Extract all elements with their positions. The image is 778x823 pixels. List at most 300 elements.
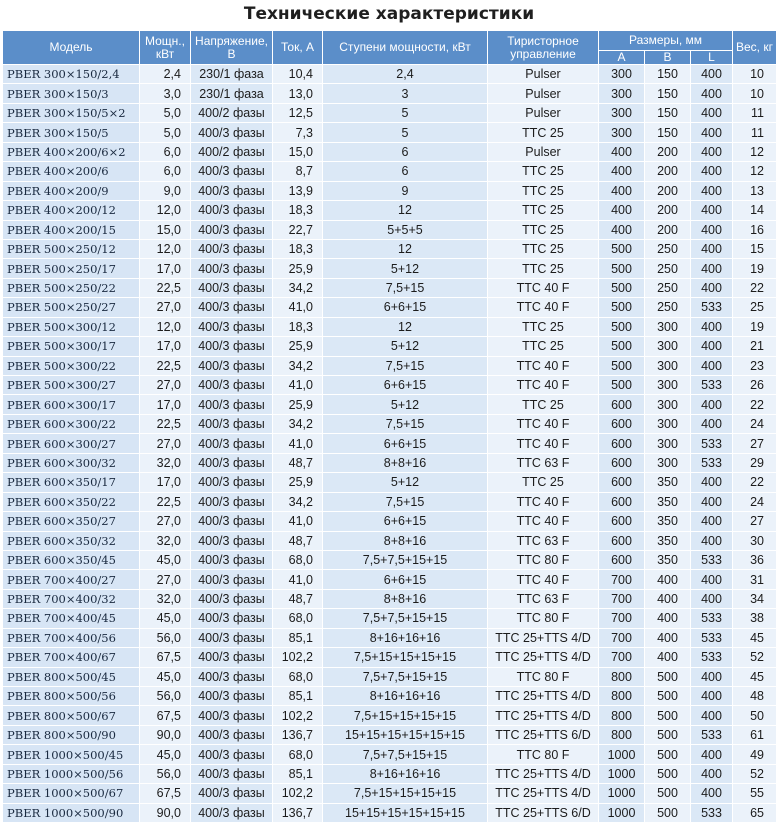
cell-control: Pulser <box>488 142 599 161</box>
cell-power: 22,5 <box>140 356 191 375</box>
cell-dim-a: 600 <box>599 473 645 492</box>
cell-dim-l: 533 <box>691 648 733 667</box>
cell-dim-a: 500 <box>599 278 645 297</box>
cell-dim-b: 200 <box>645 181 691 200</box>
cell-power: 6,0 <box>140 162 191 181</box>
cell-voltage: 400/3 фазы <box>191 356 273 375</box>
cell-power-steps: 8+8+16 <box>323 453 488 472</box>
cell-dim-b: 300 <box>645 414 691 433</box>
cell-dim-b: 500 <box>645 706 691 725</box>
cell-power: 67,5 <box>140 706 191 725</box>
table-row <box>3 784 777 803</box>
cell-current: 68,0 <box>273 609 323 628</box>
cell-voltage: 400/3 фазы <box>191 706 273 725</box>
cell-voltage: 400/3 фазы <box>191 628 273 647</box>
cell-power-steps: 15+15+15+15+15+15 <box>323 803 488 822</box>
table-row <box>3 589 777 608</box>
cell-dim-a: 400 <box>599 181 645 200</box>
table-row <box>3 181 777 200</box>
cell-current: 102,2 <box>273 706 323 725</box>
page-title: Технические характеристики <box>243 4 535 24</box>
table-row <box>3 648 777 667</box>
table-row <box>3 84 777 103</box>
cell-power-steps: 7,5+15+15+15+15 <box>323 648 488 667</box>
cell-weight: 14 <box>733 201 777 220</box>
cell-dim-l: 533 <box>691 628 733 647</box>
cell-weight: 11 <box>733 123 777 142</box>
cell-model: PBER 600×300/22 <box>3 414 140 433</box>
cell-dim-l: 533 <box>691 434 733 453</box>
cell-dim-b: 350 <box>645 550 691 569</box>
cell-weight: 65 <box>733 803 777 822</box>
cell-dim-l: 400 <box>691 414 733 433</box>
cell-dim-l: 400 <box>691 123 733 142</box>
cell-power: 90,0 <box>140 725 191 744</box>
cell-voltage: 400/3 фазы <box>191 123 273 142</box>
cell-dim-a: 600 <box>599 395 645 414</box>
cell-model: PBER 1000×500/67 <box>3 784 140 803</box>
cell-power-steps: 2,4 <box>323 65 488 84</box>
cell-power: 17,0 <box>140 337 191 356</box>
cell-current: 34,2 <box>273 414 323 433</box>
cell-dim-b: 350 <box>645 492 691 511</box>
cell-model: PBER 700×400/27 <box>3 570 140 589</box>
cell-power-steps: 7,5+15+15+15+15 <box>323 706 488 725</box>
cell-power: 56,0 <box>140 764 191 783</box>
cell-current: 12,5 <box>273 103 323 122</box>
cell-dim-a: 500 <box>599 298 645 317</box>
cell-power-steps: 8+16+16+16 <box>323 628 488 647</box>
cell-voltage: 400/3 фазы <box>191 201 273 220</box>
table-row <box>3 317 777 336</box>
cell-weight: 21 <box>733 337 777 356</box>
cell-dim-a: 800 <box>599 667 645 686</box>
cell-power: 9,0 <box>140 181 191 200</box>
cell-power-steps: 6+6+15 <box>323 512 488 531</box>
cell-power-steps: 5+5+5 <box>323 220 488 239</box>
cell-dim-b: 250 <box>645 259 691 278</box>
cell-dim-b: 150 <box>645 103 691 122</box>
cell-power-steps: 6+6+15 <box>323 434 488 453</box>
cell-dim-a: 500 <box>599 317 645 336</box>
table-row <box>3 803 777 822</box>
cell-model: PBER 500×300/27 <box>3 376 140 395</box>
table-row <box>3 667 777 686</box>
cell-power-steps: 6+6+15 <box>323 570 488 589</box>
cell-current: 41,0 <box>273 434 323 453</box>
cell-dim-l: 400 <box>691 201 733 220</box>
cell-power-steps: 7,5+15 <box>323 356 488 375</box>
cell-dim-a: 1000 <box>599 784 645 803</box>
table-row <box>3 123 777 142</box>
cell-power: 12,0 <box>140 317 191 336</box>
cell-voltage: 400/3 фазы <box>191 298 273 317</box>
cell-dim-l: 533 <box>691 298 733 317</box>
cell-dim-a: 700 <box>599 589 645 608</box>
cell-dim-l: 400 <box>691 687 733 706</box>
cell-dim-b: 350 <box>645 531 691 550</box>
header-weight: Вес, кг <box>733 31 777 65</box>
cell-dim-b: 400 <box>645 589 691 608</box>
cell-weight: 61 <box>733 725 777 744</box>
cell-dim-a: 500 <box>599 337 645 356</box>
cell-dim-a: 300 <box>599 84 645 103</box>
cell-current: 136,7 <box>273 803 323 822</box>
header-thyristor-control: Тиристорное управление <box>488 31 599 65</box>
cell-model: PBER 600×350/45 <box>3 550 140 569</box>
cell-power: 17,0 <box>140 259 191 278</box>
cell-dim-a: 300 <box>599 103 645 122</box>
cell-model: PBER 400×200/15 <box>3 220 140 239</box>
cell-voltage: 400/3 фазы <box>191 317 273 336</box>
cell-dim-a: 600 <box>599 531 645 550</box>
cell-power-steps: 6 <box>323 142 488 161</box>
cell-power: 56,0 <box>140 687 191 706</box>
cell-power-steps: 8+16+16+16 <box>323 764 488 783</box>
cell-power: 5,0 <box>140 123 191 142</box>
cell-power: 67,5 <box>140 648 191 667</box>
table-row <box>3 356 777 375</box>
cell-dim-a: 600 <box>599 550 645 569</box>
cell-voltage: 400/3 фазы <box>191 512 273 531</box>
cell-dim-l: 400 <box>691 784 733 803</box>
cell-voltage: 400/3 фазы <box>191 434 273 453</box>
cell-current: 22,7 <box>273 220 323 239</box>
cell-model: PBER 500×250/17 <box>3 259 140 278</box>
cell-dim-a: 400 <box>599 162 645 181</box>
cell-dim-b: 500 <box>645 687 691 706</box>
cell-power-steps: 6+6+15 <box>323 376 488 395</box>
table-row <box>3 531 777 550</box>
cell-power-steps: 7,5+7,5+15+15 <box>323 609 488 628</box>
cell-dim-b: 400 <box>645 609 691 628</box>
cell-current: 85,1 <box>273 628 323 647</box>
cell-model: PBER 600×300/32 <box>3 453 140 472</box>
cell-weight: 49 <box>733 745 777 764</box>
cell-voltage: 400/3 фазы <box>191 337 273 356</box>
cell-control: TTC 40 F <box>488 414 599 433</box>
cell-current: 41,0 <box>273 376 323 395</box>
cell-weight: 27 <box>733 434 777 453</box>
cell-dim-l: 400 <box>691 492 733 511</box>
cell-dim-b: 300 <box>645 434 691 453</box>
cell-control: TTC 25+TTS 6/D <box>488 725 599 744</box>
cell-weight: 27 <box>733 512 777 531</box>
cell-power-steps: 9 <box>323 181 488 200</box>
cell-dim-l: 400 <box>691 181 733 200</box>
cell-power-steps: 5 <box>323 103 488 122</box>
cell-dim-l: 400 <box>691 570 733 589</box>
table-row <box>3 376 777 395</box>
cell-model: PBER 600×300/17 <box>3 395 140 414</box>
cell-model: PBER 300×150/2,4 <box>3 65 140 84</box>
cell-model: PBER 400×200/9 <box>3 181 140 200</box>
table-row <box>3 550 777 569</box>
cell-control: TTC 40 F <box>488 376 599 395</box>
cell-model: PBER 400×200/6 <box>3 162 140 181</box>
table-row <box>3 706 777 725</box>
cell-voltage: 400/3 фазы <box>191 803 273 822</box>
cell-control: TTC 25 <box>488 181 599 200</box>
cell-power: 32,0 <box>140 589 191 608</box>
cell-dim-b: 150 <box>645 123 691 142</box>
cell-control: Pulser <box>488 65 599 84</box>
cell-current: 18,3 <box>273 201 323 220</box>
cell-weight: 10 <box>733 65 777 84</box>
cell-dim-l: 400 <box>691 162 733 181</box>
cell-dim-l: 400 <box>691 278 733 297</box>
cell-current: 85,1 <box>273 764 323 783</box>
cell-dim-l: 400 <box>691 512 733 531</box>
cell-current: 15,0 <box>273 142 323 161</box>
cell-power: 3,0 <box>140 84 191 103</box>
cell-voltage: 230/1 фаза <box>191 84 273 103</box>
cell-current: 18,3 <box>273 239 323 258</box>
cell-dim-l: 400 <box>691 706 733 725</box>
cell-weight: 45 <box>733 628 777 647</box>
cell-power-steps: 8+16+16+16 <box>323 687 488 706</box>
cell-voltage: 230/1 фаза <box>191 65 273 84</box>
cell-model: PBER 500×300/17 <box>3 337 140 356</box>
cell-control: TTC 63 F <box>488 589 599 608</box>
cell-dim-a: 500 <box>599 259 645 278</box>
cell-power: 22,5 <box>140 414 191 433</box>
cell-power-steps: 7,5+7,5+15+15 <box>323 745 488 764</box>
cell-model: PBER 1000×500/56 <box>3 764 140 783</box>
cell-voltage: 400/3 фазы <box>191 725 273 744</box>
specifications-table <box>2 30 777 823</box>
cell-voltage: 400/3 фазы <box>191 492 273 511</box>
cell-dim-l: 400 <box>691 395 733 414</box>
cell-dim-b: 400 <box>645 570 691 589</box>
cell-current: 34,2 <box>273 492 323 511</box>
table-row <box>3 201 777 220</box>
cell-dim-b: 250 <box>645 298 691 317</box>
cell-voltage: 400/3 фазы <box>191 181 273 200</box>
cell-dim-l: 400 <box>691 473 733 492</box>
cell-model: PBER 600×350/17 <box>3 473 140 492</box>
cell-current: 68,0 <box>273 550 323 569</box>
cell-control: TTC 80 F <box>488 667 599 686</box>
cell-dim-b: 150 <box>645 65 691 84</box>
cell-dim-b: 200 <box>645 201 691 220</box>
cell-dim-b: 300 <box>645 395 691 414</box>
cell-voltage: 400/3 фазы <box>191 764 273 783</box>
cell-dim-b: 500 <box>645 725 691 744</box>
cell-control: TTC 40 F <box>488 278 599 297</box>
table-header <box>3 31 777 65</box>
cell-control: TTC 25 <box>488 473 599 492</box>
cell-power: 27,0 <box>140 298 191 317</box>
cell-weight: 52 <box>733 648 777 667</box>
cell-voltage: 400/3 фазы <box>191 395 273 414</box>
cell-power: 22,5 <box>140 278 191 297</box>
cell-dim-b: 150 <box>645 84 691 103</box>
cell-dim-b: 200 <box>645 220 691 239</box>
cell-dim-a: 500 <box>599 356 645 375</box>
table-row <box>3 764 777 783</box>
cell-dim-a: 800 <box>599 725 645 744</box>
cell-dim-l: 400 <box>691 259 733 278</box>
cell-model: PBER 500×300/12 <box>3 317 140 336</box>
cell-model: PBER 600×350/27 <box>3 512 140 531</box>
cell-current: 136,7 <box>273 725 323 744</box>
cell-dim-l: 400 <box>691 356 733 375</box>
header-dim-l: L <box>691 51 733 65</box>
table-row <box>3 239 777 258</box>
cell-weight: 25 <box>733 298 777 317</box>
cell-model: PBER 600×350/22 <box>3 492 140 511</box>
cell-power-steps: 5+12 <box>323 337 488 356</box>
cell-control: TTC 25+TTS 4/D <box>488 706 599 725</box>
table-row <box>3 628 777 647</box>
cell-model: PBER 600×350/32 <box>3 531 140 550</box>
cell-dim-a: 1000 <box>599 764 645 783</box>
cell-power: 27,0 <box>140 434 191 453</box>
cell-current: 13,9 <box>273 181 323 200</box>
cell-dim-l: 533 <box>691 453 733 472</box>
table-row <box>3 65 777 84</box>
cell-power-steps: 6+6+15 <box>323 298 488 317</box>
table-row <box>3 259 777 278</box>
cell-control: TTC 80 F <box>488 609 599 628</box>
cell-power: 6,0 <box>140 142 191 161</box>
cell-dim-b: 300 <box>645 337 691 356</box>
cell-dim-b: 400 <box>645 628 691 647</box>
cell-weight: 50 <box>733 706 777 725</box>
cell-weight: 48 <box>733 687 777 706</box>
table-row <box>3 473 777 492</box>
cell-dim-l: 400 <box>691 239 733 258</box>
cell-power: 12,0 <box>140 239 191 258</box>
cell-power-steps: 7,5+7,5+15+15 <box>323 667 488 686</box>
cell-power-steps: 7,5+15 <box>323 278 488 297</box>
cell-voltage: 400/3 фазы <box>191 648 273 667</box>
cell-voltage: 400/3 фазы <box>191 609 273 628</box>
cell-power-steps: 8+8+16 <box>323 589 488 608</box>
cell-current: 102,2 <box>273 784 323 803</box>
cell-power-steps: 7,5+15+15+15+15 <box>323 784 488 803</box>
header-model: Модель <box>3 31 140 65</box>
cell-dim-a: 700 <box>599 628 645 647</box>
cell-dim-b: 350 <box>645 512 691 531</box>
cell-weight: 22 <box>733 473 777 492</box>
cell-dim-l: 400 <box>691 84 733 103</box>
table-row <box>3 220 777 239</box>
table-row <box>3 414 777 433</box>
cell-weight: 24 <box>733 492 777 511</box>
cell-weight: 12 <box>733 162 777 181</box>
cell-control: TTC 40 F <box>488 570 599 589</box>
cell-power: 45,0 <box>140 609 191 628</box>
header-power-steps: Ступени мощности, кВт <box>323 31 488 65</box>
cell-voltage: 400/3 фазы <box>191 687 273 706</box>
cell-control: TTC 25+TTS 4/D <box>488 628 599 647</box>
cell-dim-l: 400 <box>691 589 733 608</box>
cell-power: 27,0 <box>140 512 191 531</box>
cell-dim-a: 600 <box>599 492 645 511</box>
cell-current: 41,0 <box>273 298 323 317</box>
cell-dim-b: 500 <box>645 784 691 803</box>
cell-dim-a: 300 <box>599 123 645 142</box>
cell-dim-a: 1000 <box>599 803 645 822</box>
cell-power-steps: 5+12 <box>323 395 488 414</box>
cell-control: TTC 25 <box>488 337 599 356</box>
cell-current: 7,3 <box>273 123 323 142</box>
cell-dim-b: 500 <box>645 803 691 822</box>
cell-dim-a: 500 <box>599 239 645 258</box>
cell-power-steps: 7,5+7,5+15+15 <box>323 550 488 569</box>
cell-weight: 52 <box>733 764 777 783</box>
table-row <box>3 142 777 161</box>
cell-model: PBER 800×500/90 <box>3 725 140 744</box>
cell-dim-l: 400 <box>691 103 733 122</box>
table-row <box>3 337 777 356</box>
cell-current: 13,0 <box>273 84 323 103</box>
cell-weight: 19 <box>733 259 777 278</box>
cell-dim-l: 400 <box>691 220 733 239</box>
cell-voltage: 400/3 фазы <box>191 667 273 686</box>
cell-control: TTC 63 F <box>488 531 599 550</box>
cell-power-steps: 3 <box>323 84 488 103</box>
cell-dim-b: 200 <box>645 162 691 181</box>
cell-weight: 36 <box>733 550 777 569</box>
cell-voltage: 400/3 фазы <box>191 278 273 297</box>
cell-control: TTC 40 F <box>488 434 599 453</box>
cell-control: TTC 40 F <box>488 298 599 317</box>
cell-power-steps: 5 <box>323 123 488 142</box>
cell-dim-a: 800 <box>599 687 645 706</box>
cell-control: TTC 25 <box>488 259 599 278</box>
cell-control: Pulser <box>488 84 599 103</box>
cell-dim-a: 1000 <box>599 745 645 764</box>
cell-current: 34,2 <box>273 278 323 297</box>
cell-current: 25,9 <box>273 337 323 356</box>
cell-weight: 16 <box>733 220 777 239</box>
cell-current: 25,9 <box>273 395 323 414</box>
cell-model: PBER 300×150/5 <box>3 123 140 142</box>
cell-model: PBER 400×200/12 <box>3 201 140 220</box>
table-row <box>3 453 777 472</box>
cell-voltage: 400/3 фазы <box>191 550 273 569</box>
cell-model: PBER 300×150/3 <box>3 84 140 103</box>
cell-control: TTC 25 <box>488 395 599 414</box>
header-power: Мощн., кВт <box>140 31 191 65</box>
cell-dim-b: 500 <box>645 745 691 764</box>
cell-power-steps: 7,5+15 <box>323 414 488 433</box>
cell-weight: 45 <box>733 667 777 686</box>
cell-dim-b: 500 <box>645 764 691 783</box>
cell-dim-a: 700 <box>599 609 645 628</box>
cell-power-steps: 15+15+15+15+15+15 <box>323 725 488 744</box>
cell-model: PBER 500×250/12 <box>3 239 140 258</box>
cell-current: 41,0 <box>273 512 323 531</box>
cell-model: PBER 800×500/67 <box>3 706 140 725</box>
cell-power-steps: 7,5+15 <box>323 492 488 511</box>
cell-dim-l: 400 <box>691 65 733 84</box>
cell-control: TTC 25+TTS 4/D <box>488 784 599 803</box>
cell-current: 102,2 <box>273 648 323 667</box>
cell-control: TTC 25 <box>488 220 599 239</box>
cell-weight: 29 <box>733 453 777 472</box>
cell-dim-b: 250 <box>645 239 691 258</box>
table-row <box>3 609 777 628</box>
cell-voltage: 400/3 фазы <box>191 162 273 181</box>
cell-weight: 30 <box>733 531 777 550</box>
cell-voltage: 400/3 фазы <box>191 239 273 258</box>
table-row <box>3 687 777 706</box>
cell-dim-a: 600 <box>599 434 645 453</box>
